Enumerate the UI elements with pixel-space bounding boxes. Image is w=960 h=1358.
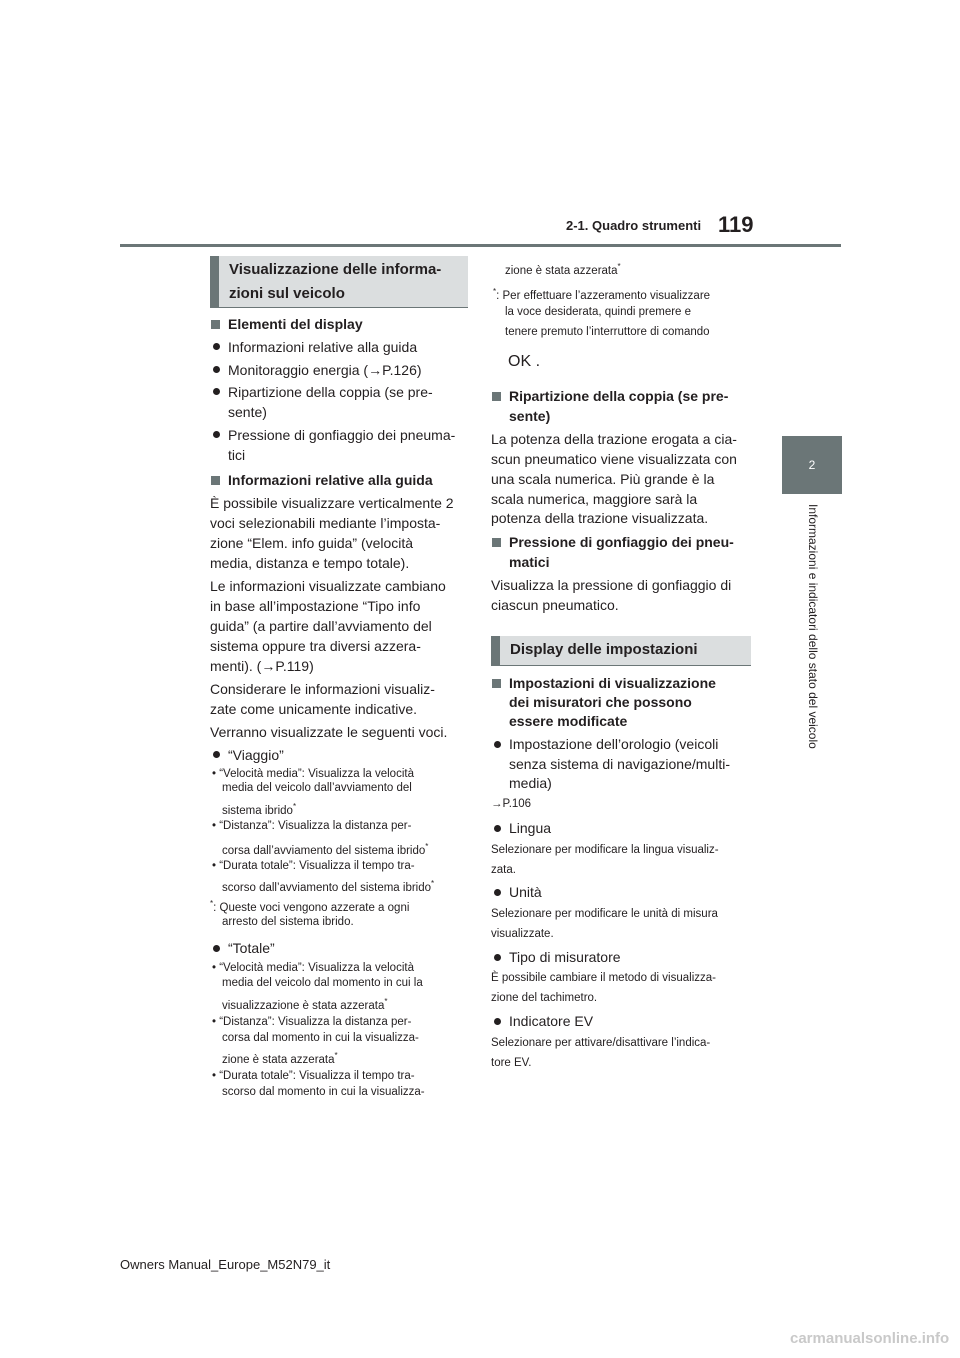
list-item: tici: [228, 447, 246, 463]
square-bullet-icon: [492, 538, 501, 547]
heading-tire-pressure: matici: [509, 554, 550, 570]
footnote: arresto del sistema ibrido.: [222, 916, 354, 928]
heading-torque: Ripartizione della coppia (se pre-: [509, 388, 729, 404]
sub-item: scorso dall’avviamento del sistema ibrido*: [222, 879, 435, 894]
heading-settings: Impostazioni di visualizzazione: [509, 675, 716, 691]
box-title-line: Visualizzazione delle informa-: [229, 261, 442, 278]
sub-item: corsa dall’avviamento del sistema ibrido*: [222, 842, 429, 857]
list-item-lingua: Lingua: [509, 820, 552, 836]
paragraph-line: Considerare le informazioni visualiz-: [210, 681, 435, 697]
sub-item: • “Distanza”: Visualizza la distanza per-: [212, 820, 412, 832]
sub-item: media del veicolo dal momento in cui la: [222, 977, 423, 989]
bullet-icon: [494, 1018, 501, 1025]
description-line: tore EV.: [491, 1057, 532, 1069]
ok-button-symbol: OK .: [508, 353, 541, 370]
heading-settings: essere modificate: [509, 713, 628, 729]
description-line: zione del tachimetro.: [491, 992, 598, 1004]
heading-torque: sente): [509, 408, 551, 424]
section-box-vehicle-info: [210, 256, 468, 308]
list-item: Pressione di gonfiaggio dei pneuma-: [228, 427, 456, 443]
bullet-icon: [213, 431, 220, 438]
header-rule: [120, 244, 841, 247]
description-line: È possibile cambiare il metodo di visualizza-: [491, 972, 716, 984]
bullet-icon: [494, 741, 501, 748]
paragraph-line: scala numerica, maggiore sarà la: [491, 491, 698, 507]
description-line: zata.: [491, 864, 516, 876]
paragraph-line: Visualizza la pressione di gonfiaggio di: [491, 577, 732, 593]
footnote: *: Queste voci vengono azzerate a ogni: [210, 899, 410, 914]
paragraph-line: zate come unicamente indicative.: [210, 701, 417, 717]
description-line: Selezionare per attivare/disattivare l’indica-: [491, 1037, 711, 1049]
footnote: tenere premuto l’interruttore di comando: [505, 326, 710, 338]
sub-item: visualizzazione è stata azzerata*: [222, 997, 388, 1012]
paragraph-line: guida” (a partire dall’avviamento del: [210, 618, 432, 634]
list-item: media): [509, 775, 552, 791]
list-item: senza sistema di navigazione/multi-: [509, 756, 730, 772]
description-line: Selezionare per modificare le unità di misura: [491, 908, 718, 920]
section-title: 2-1. Quadro strumenti: [566, 218, 702, 233]
bullet-icon: [494, 954, 501, 961]
box-title-line: zioni sul veicolo: [229, 285, 345, 302]
paragraph-line: media, distanza e tempo totale).: [210, 555, 410, 571]
list-item-unita: Unità: [509, 884, 542, 900]
bullet-icon: [213, 751, 220, 758]
description-line: visualizzate.: [491, 928, 554, 940]
square-bullet-icon: [492, 392, 501, 401]
bullet-icon: [494, 889, 501, 896]
description-line: Selezionare per modificare la lingua visualiz-: [491, 844, 719, 856]
paragraph-line: ciascun pneumatico.: [491, 597, 619, 613]
sub-item: • “Distanza”: Visualizza la distanza per-: [212, 1016, 412, 1028]
paragraph-line: una scala numerica. Più grande è la: [491, 471, 715, 487]
sub-item: • “Velocità media”: Visualizza la velocità: [212, 768, 414, 780]
paragraph-line: È possibile visualizzare verticalmente 2: [210, 495, 454, 511]
list-item-totale: “Totale”: [228, 940, 275, 956]
sub-item: corsa dal momento in cui la visualizza-: [222, 1032, 419, 1044]
heading-settings: dei misuratori che possono: [509, 694, 692, 710]
sub-item: • “Durata totale”: Visualizza il tempo tra-: [212, 1070, 415, 1082]
paragraph-line: Le informazioni visualizzate cambiano: [210, 578, 446, 594]
sub-item: media del veicolo dall’avviamento del: [222, 782, 412, 794]
paragraph-line: menti). (→P.119): [210, 658, 314, 674]
section-box-settings: Display delle impostazioni: [491, 636, 751, 666]
heading-tire-pressure: Pressione di gonfiaggio dei pneu-: [509, 534, 734, 550]
bullet-icon: [494, 825, 501, 832]
paragraph-line: voci selezionabili mediante l’imposta-: [210, 515, 441, 531]
sub-item: • “Velocità media”: Visualizza la velocità: [212, 962, 414, 974]
page-reference: →P.106: [491, 798, 532, 810]
paragraph-line: Verranno visualizzate le seguenti voci.: [210, 724, 448, 740]
paragraph-line: La potenza della trazione erogata a cia-: [491, 431, 737, 447]
list-item: Ripartizione della coppia (se pre-: [228, 384, 433, 400]
bullet-icon: [213, 343, 220, 350]
bullet-icon: [213, 945, 220, 952]
bullet-icon: [213, 366, 220, 373]
square-bullet-icon: [211, 320, 220, 329]
list-item: Impostazione dell’orologio (veicoli: [509, 736, 719, 752]
paragraph-line: potenza della trazione visualizzata.: [491, 510, 709, 526]
square-bullet-icon: [492, 679, 501, 688]
page-number: 119: [718, 212, 754, 237]
paragraph-line: zione “Elem. info guida” (velocità: [210, 535, 414, 551]
heading-driving-info: Informazioni relative alla guida: [228, 472, 433, 488]
sub-item: • “Durata totale”: Visualizza il tempo tra-: [212, 860, 415, 872]
list-item: Informazioni relative alla guida: [228, 339, 418, 355]
square-bullet-icon: [211, 476, 220, 485]
bullet-icon: [213, 388, 220, 395]
footnote: *: Per effettuare l’azzeramento visualizzare: [493, 287, 711, 302]
list-item-tipo: Tipo di misuratore: [509, 949, 621, 965]
sub-item: zione è stata azzerata*: [505, 262, 621, 277]
paragraph-line: sistema oppure tra diversi azzera-: [210, 638, 421, 654]
footnote: la voce desiderata, quindi premere e: [505, 306, 692, 318]
list-item: sente): [228, 404, 267, 420]
watermark: carmanualsonline.info: [790, 1330, 950, 1347]
sub-item: sistema ibrido*: [222, 802, 297, 817]
paragraph-line: in base all’impostazione “Tipo info: [210, 598, 421, 614]
sub-item: zione è stata azzerata*: [222, 1051, 338, 1066]
list-item-viaggio: “Viaggio”: [228, 747, 284, 763]
paragraph-line: scun pneumatico viene visualizzata con: [491, 451, 737, 467]
footer-text: Owners Manual_Europe_M52N79_it: [120, 1257, 331, 1272]
chapter-title: Informazioni e indicatori dello stato del veicolo: [806, 504, 820, 749]
list-item-ev: Indicatore EV: [509, 1013, 594, 1029]
heading-display-elements: Elementi del display: [228, 316, 363, 332]
list-item: Monitoraggio energia (→P.126): [228, 362, 422, 378]
sub-item: scorso dal momento in cui la visualizza-: [222, 1086, 425, 1098]
chapter-tab: 2: [782, 436, 842, 494]
